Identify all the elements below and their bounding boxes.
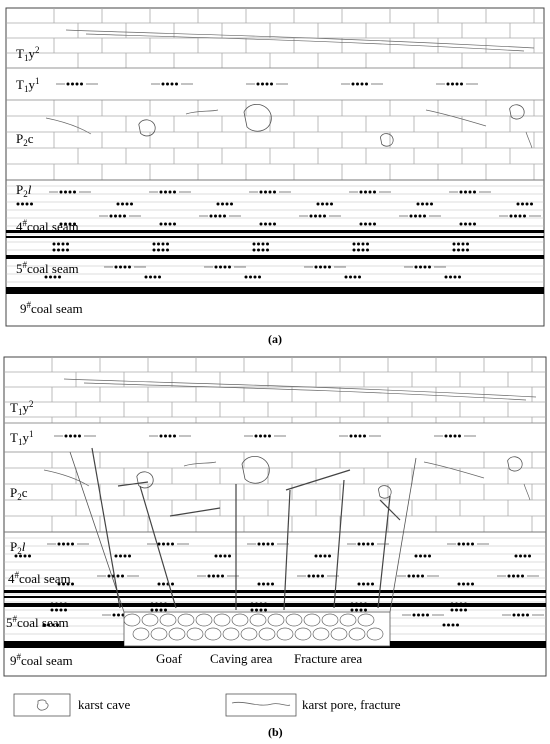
legend-cave-box [14,694,70,716]
label-p2c-a: $P_2c$ [16,131,34,148]
label-coal4-a: 4#coal seam [16,218,79,234]
label-coal5-b: 5#coal seam [6,614,69,630]
label-coal9-a: 9#coal seam [20,300,83,316]
label-t1y1-a: $T_1y^1$ [16,76,40,94]
legend [14,694,401,716]
label-goaf: Goaf [156,651,182,666]
label-coal4-b: 4#coal seam [8,570,71,586]
label-p2l-b: $P_2l$ [10,539,26,556]
label-coal9-b: 9#coal seam [10,652,73,668]
label-caving-area: Caving area [210,651,273,666]
label-coal5-a: 5#coal seam [16,260,79,276]
label-p2l-a: $P_2l$ [16,182,32,199]
label-t1y1-b: $T_1y^1$ [10,429,34,447]
panel-a [6,8,544,326]
label-fracture-area: Fracture area [294,651,363,666]
label-t1y2-b: $T_1y^2$ [10,399,34,417]
legend-karst-pore-label: karst pore, fracture [302,697,401,712]
label-p2c-b: $P_2c$ [10,485,28,502]
panel-b [4,357,546,676]
label-t1y2-a: $T_1y^2$ [16,45,40,63]
caption-b: (b) [268,725,283,739]
caption-a: (a) [268,332,282,346]
legend-karst-cave-label: karst cave [78,697,131,712]
